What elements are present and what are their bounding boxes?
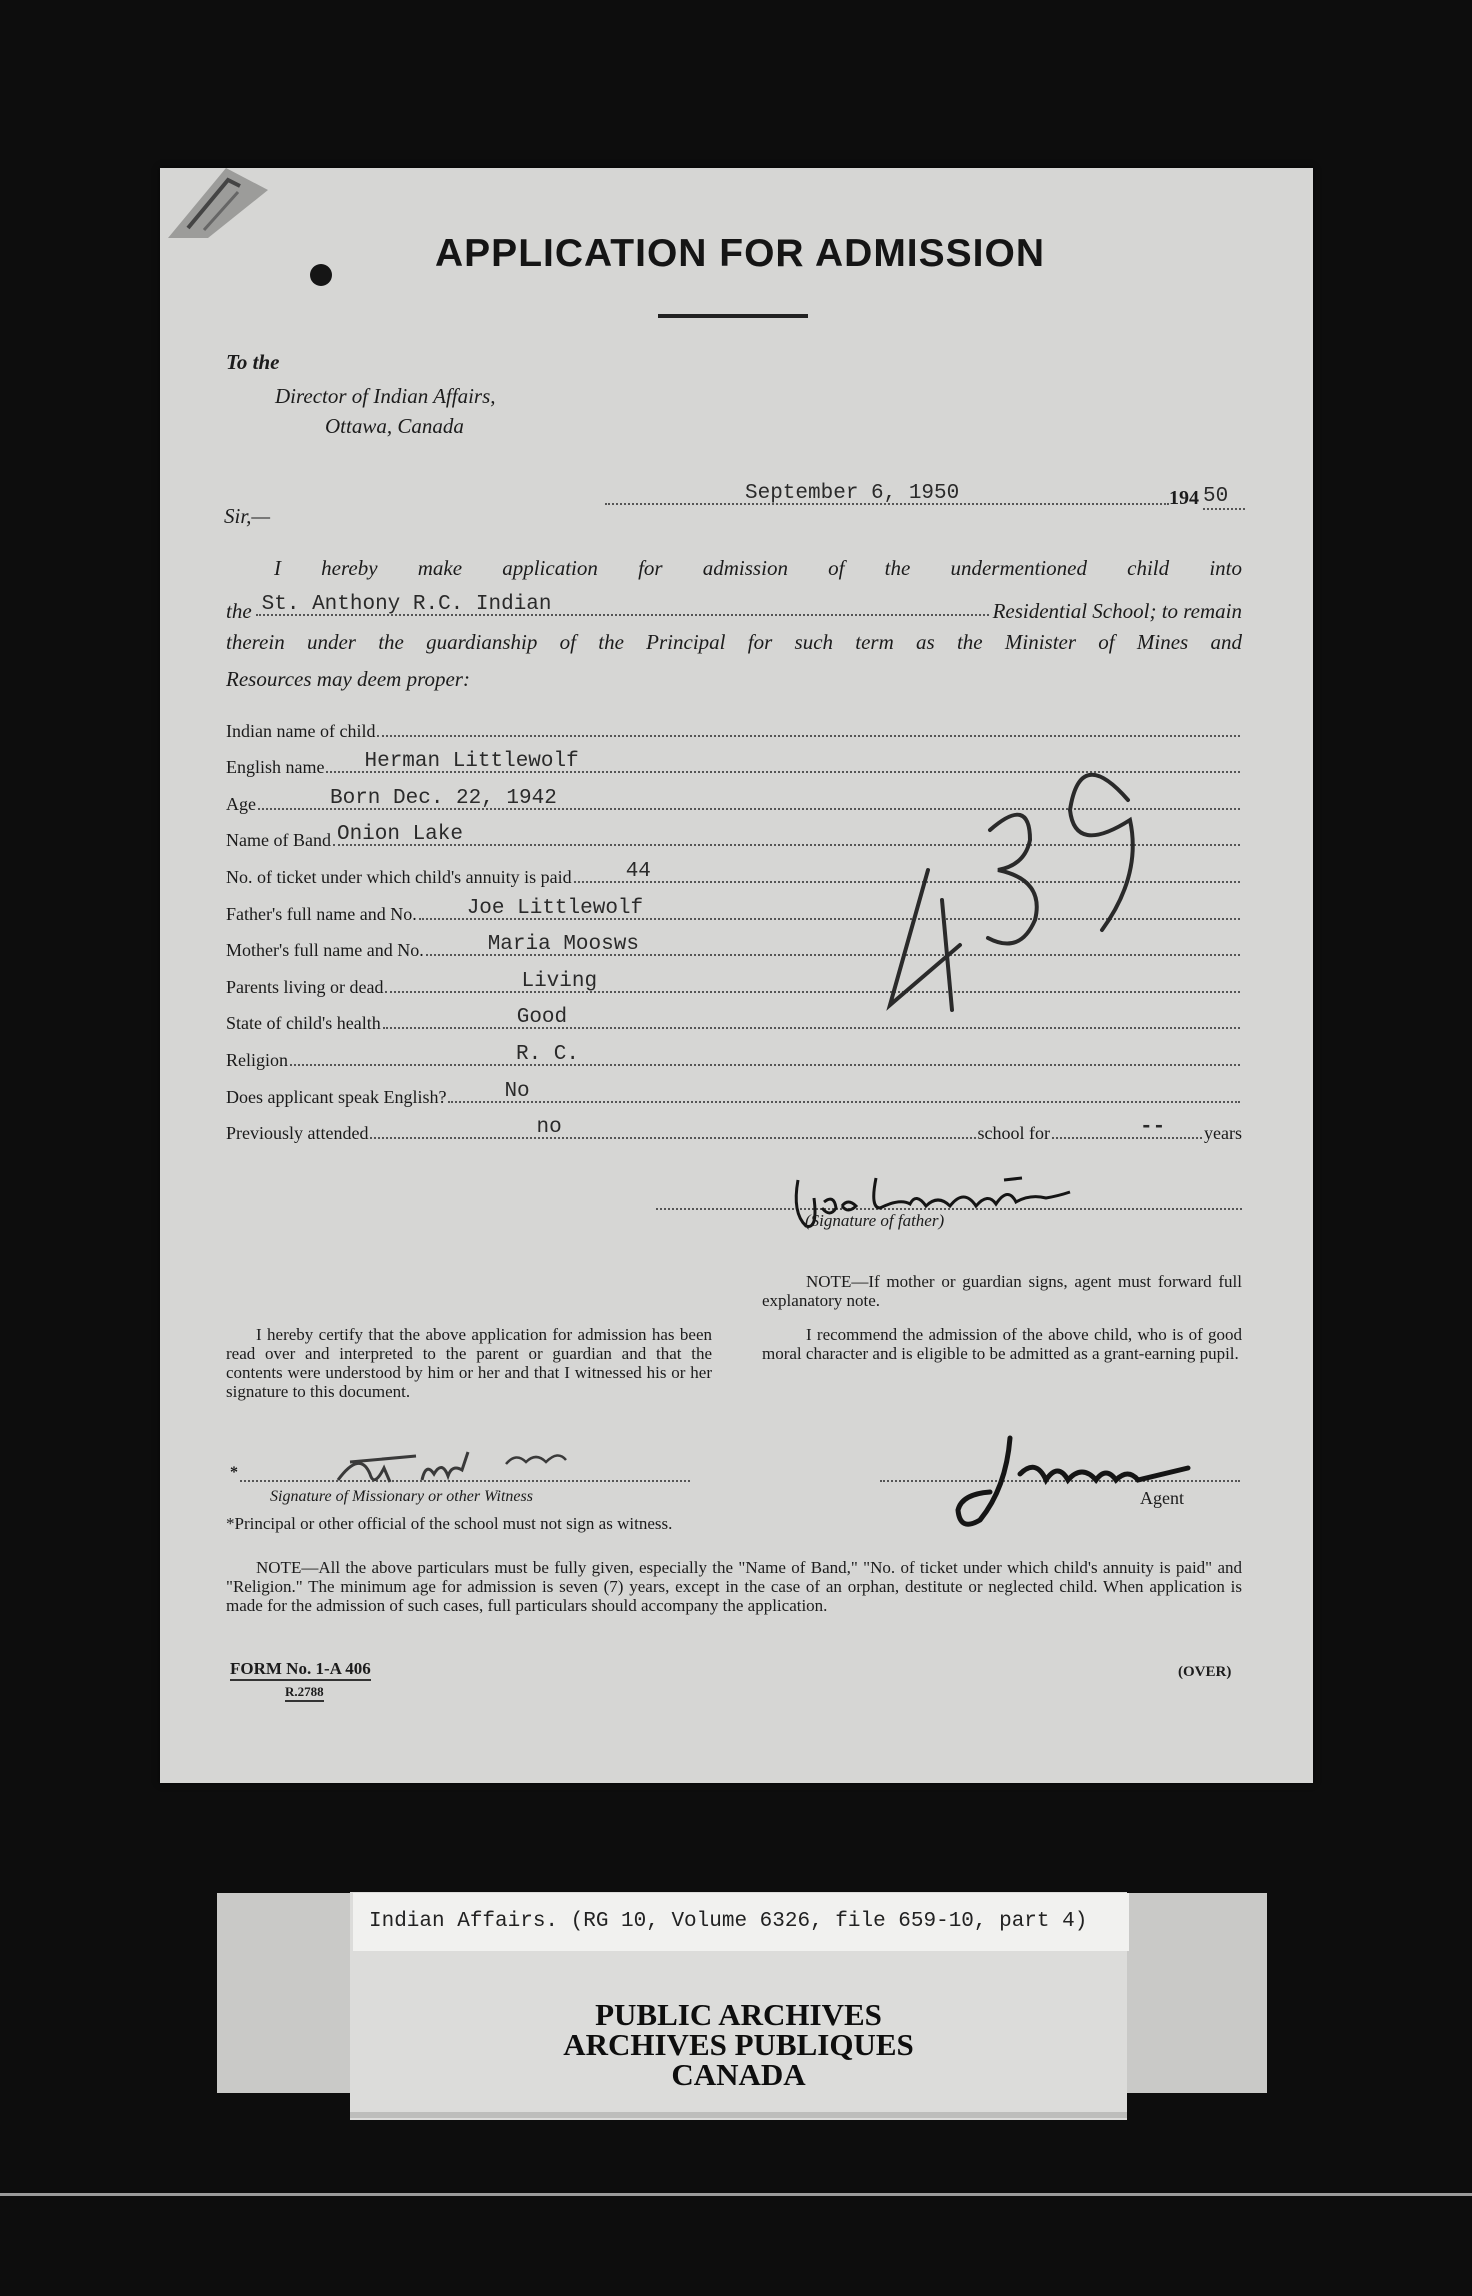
field-ticket: No. of ticket under which child's annuity is paid 44 bbox=[226, 858, 1242, 888]
certify-text: I hereby certify that the above application for admission has been read over and interpreted to the parent or guardian and that the contents were understood by him or her and that I witnessed his or her signature to this document. bbox=[226, 1325, 712, 1401]
field-religion-value: R. C. bbox=[516, 1043, 580, 1066]
field-years-value: -- bbox=[1140, 1116, 1166, 1139]
scan-divider bbox=[0, 2193, 1472, 2196]
title-underline bbox=[658, 314, 808, 318]
date-line bbox=[605, 480, 1245, 510]
field-mother: Mother's full name and No. Maria Moosws bbox=[226, 931, 1242, 961]
witness-caption: Signature of Missionary or other Witness bbox=[270, 1488, 533, 1505]
field-age-value: Born Dec. 22, 1942 bbox=[330, 787, 557, 810]
handwritten-number bbox=[880, 740, 1160, 1030]
principal-note: *Principal or other official of the school must not sign as witness. bbox=[226, 1514, 673, 1533]
recommend-text: I recommend the admission of the above child, who is of good moral character and is eligible to be admitted as a grant-earning pupil. bbox=[762, 1325, 1242, 1363]
archive-stamp bbox=[350, 1997, 1127, 2092]
archive-line2: ARCHIVES PUBLIQUES bbox=[563, 2027, 914, 2062]
addressee-to: To the bbox=[226, 350, 280, 374]
field-religion: Religion R. C. bbox=[226, 1041, 1242, 1071]
agent-signature bbox=[950, 1428, 1200, 1538]
archive-line3: CANADA bbox=[671, 2057, 806, 2092]
field-father: Father's full name and No. Joe Littlewolf bbox=[226, 895, 1242, 925]
archive-reference: Indian Affairs. (RG 10, Volume 6326, file 659-10, part 4) bbox=[353, 1893, 1129, 1951]
salutation: Sir,— bbox=[224, 504, 271, 528]
field-health-value: Good bbox=[516, 1006, 568, 1029]
note-mother: NOTE—If mother or guardian signs, agent must forward full explanatory note. bbox=[762, 1272, 1242, 1310]
field-ticket-value: 44 bbox=[625, 860, 651, 883]
school-name: St. Anthony R.C. Indian bbox=[261, 593, 552, 616]
intro-line4: Resources may deem proper: bbox=[226, 667, 470, 691]
field-health: State of child's health Good bbox=[226, 1004, 1242, 1034]
field-indian-name: Indian name of child bbox=[226, 712, 1242, 742]
field-band: Name of Band Onion Lake bbox=[226, 821, 1242, 851]
intro-line2 bbox=[226, 587, 1242, 624]
intro-the: the bbox=[226, 599, 252, 623]
field-previously-value: no bbox=[536, 1116, 562, 1139]
over-label: (OVER) bbox=[1178, 1664, 1232, 1680]
field-english: Does applicant speak English? No bbox=[226, 1078, 1242, 1108]
field-english-value: No bbox=[504, 1080, 530, 1103]
field-parents: Parents living or dead Living bbox=[226, 968, 1242, 998]
archive-bottom-edge bbox=[350, 2112, 1127, 2118]
addressee-line2: Ottawa, Canada bbox=[325, 414, 464, 438]
intro-line3: therein under the guardianship of the Principal for such term as the Minister of Mines and bbox=[226, 630, 1242, 654]
year-value: 50 bbox=[1203, 485, 1245, 510]
paper-clip-icon bbox=[168, 168, 268, 238]
form-reference: R.2788 bbox=[285, 1684, 324, 1702]
field-age: Age Born Dec. 22, 1942 bbox=[226, 785, 1242, 815]
agent-label: Agent bbox=[1140, 1488, 1184, 1508]
date-value: September 6, 1950 bbox=[745, 482, 960, 505]
year-printed: 194 bbox=[1169, 487, 1199, 509]
field-band-value: Onion Lake bbox=[336, 823, 463, 846]
field-father-value: Joe Littlewolf bbox=[466, 897, 644, 920]
intro-line1: I hereby make application for admission of the undermentioned child into bbox=[274, 556, 1242, 580]
bottom-note: NOTE—All the above particulars must be fully given, especially the "Name of Band," "No. of ticket under which child's annuity is paid" and "Religion." The minimum age for admission is seven (7) years, except in the case of an orphan, destitute or neglected child. When application is made for the admission of such cases, full particulars should accompany the application. bbox=[226, 1558, 1242, 1615]
father-signature-caption: (Signature of father) bbox=[805, 1211, 945, 1230]
addressee-line1: Director of Indian Affairs, bbox=[275, 384, 496, 408]
intro-school-suffix: Residential School; to remain bbox=[992, 599, 1242, 623]
form-title: APPLICATION FOR ADMISSION bbox=[435, 232, 1045, 275]
witness-asterisk: * bbox=[230, 1464, 238, 1481]
field-mother-value: Maria Moosws bbox=[487, 933, 639, 956]
field-english-name-value: Herman Littlewolf bbox=[364, 750, 579, 773]
field-english-name: English name Herman Littlewolf bbox=[226, 748, 1242, 778]
field-previously: Previously attended no school for -- years bbox=[226, 1114, 1242, 1144]
form-number: FORM No. 1-A 406 bbox=[230, 1659, 371, 1681]
field-parents-value: Living bbox=[521, 970, 598, 993]
archive-line1: PUBLIC ARCHIVES bbox=[595, 1997, 882, 2032]
